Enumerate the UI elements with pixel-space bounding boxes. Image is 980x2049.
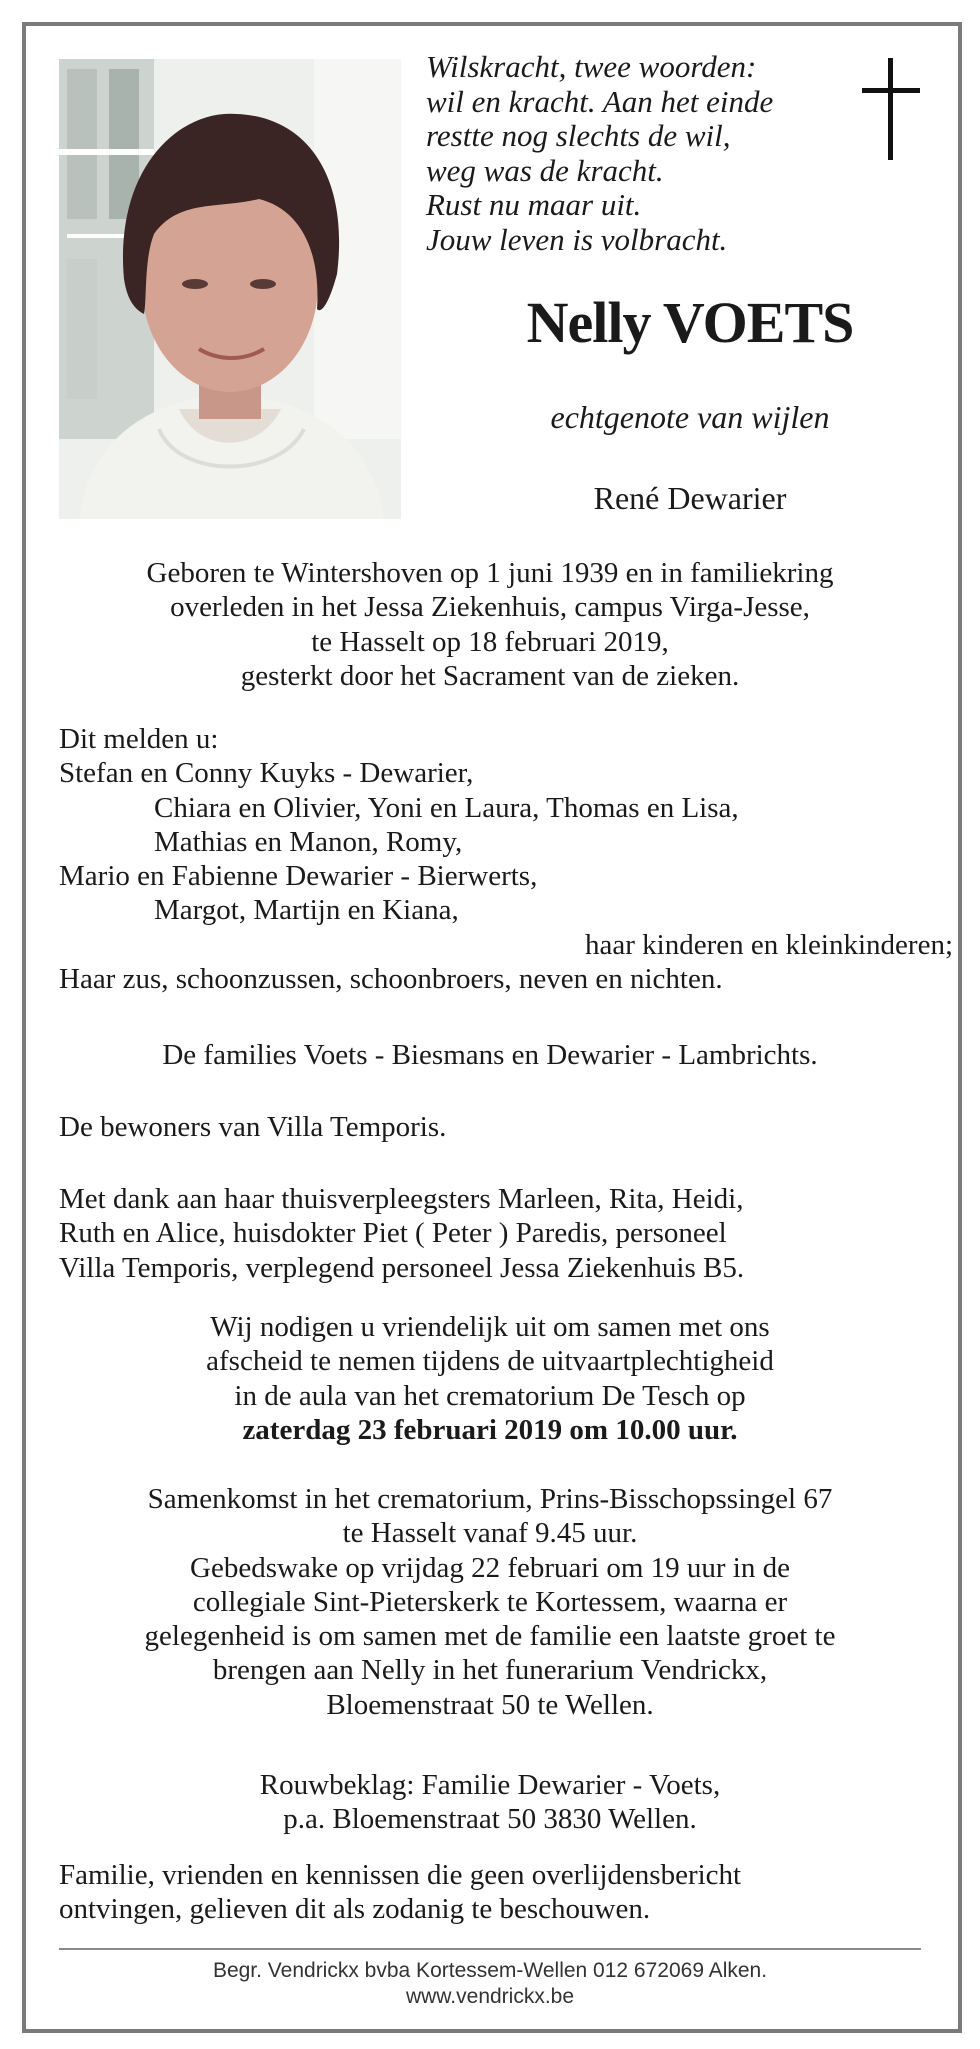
- text-line: gesterkt door het Sacrament van de zieken.: [240, 659, 740, 692]
- text-line: ontvingen, gelieven dit als zodanig te beschouwen.: [59, 1893, 651, 1926]
- text-line: te Hasselt vanaf 9.45 uur.: [342, 1517, 638, 1550]
- text-line: Rouwbeklag: Familie Dewarier - Voets,: [259, 1769, 721, 1801]
- thanks-paragraph: [59, 1182, 959, 1285]
- text-line: Villa Temporis, verplegend personeel Jessa Ziekenhuis B5.: [59, 1251, 745, 1284]
- footer: [30, 1958, 950, 2010]
- text-line: gelegenheid is om samen met de familie een laatste groet te: [144, 1620, 836, 1653]
- text-line: afscheid te nemen tijdens de uitvaartplechtigheid: [206, 1345, 774, 1378]
- ceremony-date: zaterdag 23 februari 2019 om 10.00 uur.: [242, 1413, 738, 1446]
- spouse-name: René Dewarier: [593, 480, 787, 516]
- relation-label: echtgenote van wijlen: [550, 399, 830, 435]
- text-line: Samenkomst in het crematorium, Prins-Bisschopssingel 67: [147, 1483, 833, 1515]
- families-line: De families Voets - Biesmans en Dewarier - Lambrichts.: [162, 1039, 818, 1071]
- text-line: Bloemenstraat 50 te Wellen.: [326, 1688, 654, 1721]
- poem-line: Wilskracht, twee woorden:: [426, 49, 757, 84]
- cross-icon: [862, 58, 920, 160]
- family-line: Mario en Fabienne Dewarier - Bierwerts,: [59, 860, 538, 893]
- invitation-paragraph: [30, 1310, 950, 1447]
- residents-line: De bewoners van Villa Temporis.: [59, 1111, 447, 1143]
- family-line: Mathias en Manon, Romy,: [154, 825, 463, 858]
- poem-line: wil en kracht. Aan het einde: [426, 83, 774, 119]
- memorial-poem: [426, 50, 826, 258]
- poem-line: Rust nu maar uit.: [426, 187, 642, 223]
- deceased-name: Nelly VOETS: [526, 290, 854, 355]
- family-line: Margot, Martijn en Kiana,: [154, 894, 459, 927]
- family-line: haar kinderen en kleinkinderen;: [585, 928, 953, 961]
- condolences-paragraph: [30, 1768, 950, 1837]
- text-line: te Hasselt op 18 februari 2019,: [311, 625, 669, 658]
- funeral-home-website[interactable]: www.vendrickx.be: [405, 1985, 575, 2008]
- family-intro: Dit melden u:: [59, 723, 219, 755]
- text-line: Ruth en Alice, huisdokter Piet ( Peter ) Paredis, personeel: [59, 1217, 727, 1250]
- text-line: brengen aan Nelly in het funerarium Vendrickx,: [212, 1654, 768, 1687]
- poem-line: weg was de kracht.: [426, 152, 664, 188]
- funeral-home-info: Begr. Vendrickx bvba Kortessem-Wellen 012 672069 Alken.: [212, 1959, 768, 1982]
- text-line: in de aula van het crematorium De Tesch op: [234, 1379, 746, 1412]
- family-line: Chiara en Olivier, Yoni en Laura, Thomas en Lisa,: [154, 791, 739, 824]
- poem-line: restte nog slechts de wil,: [426, 118, 731, 154]
- portrait-photo: [59, 59, 401, 519]
- family-list: [59, 722, 959, 996]
- text-line: Geboren te Wintershoven op 1 juni 1939 en in familiekring: [146, 557, 834, 589]
- poem-line: Jouw leven is volbracht.: [426, 221, 728, 257]
- text-line: collegiale Sint-Pieterskerk te Kortessem, waarna er: [192, 1585, 788, 1618]
- footer-divider: [59, 1948, 921, 1950]
- text-line: Met dank aan haar thuisverpleegsters Marleen, Rita, Heidi,: [59, 1183, 744, 1215]
- portrait-illustration: [59, 59, 401, 519]
- text-line: Familie, vrienden en kennissen die geen overlijdensbericht: [59, 1859, 742, 1891]
- birth-death-paragraph: [30, 556, 950, 693]
- gathering-paragraph: [30, 1482, 950, 1722]
- family-line: Haar zus, schoonzussen, schoonbroers, neven en nichten.: [59, 963, 723, 996]
- family-line: Stefan en Conny Kuyks - Dewarier,: [59, 757, 474, 790]
- text-line: Gebedswake op vrijdag 22 februari om 19 uur in de: [190, 1551, 790, 1584]
- text-line: overleden in het Jessa Ziekenhuis, campus Virga-Jesse,: [170, 591, 810, 624]
- closing-paragraph: [59, 1858, 959, 1927]
- text-line: Wij nodigen u vriendelijk uit om samen met ons: [210, 1311, 770, 1343]
- text-line: p.a. Bloemenstraat 50 3830 Wellen.: [283, 1803, 697, 1836]
